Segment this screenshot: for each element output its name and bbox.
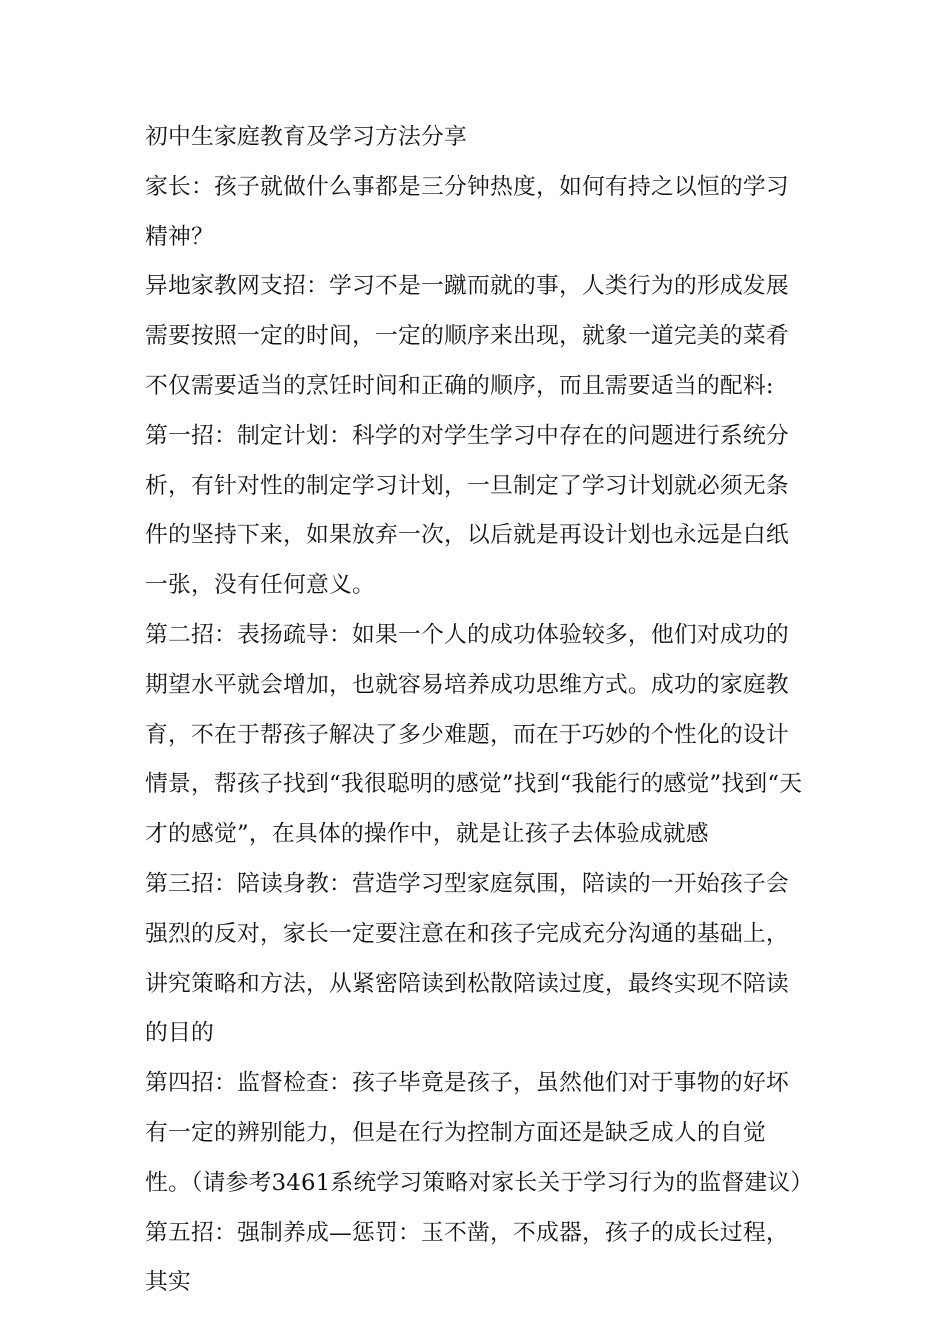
paragraph-tip-4: 第四招：监督检查：孩子毕竟是孩子，虽然他们对于事物的好坏有一定的辨别能力，但是在行为控制方面还是缺乏成人的自觉性。（请参考3461系统学习策略对家长关于学习行为的监督建议）	[145, 1070, 814, 1196]
paragraph-tip-2: 第二招：表扬疏导：如果一个人的成功体验较多，他们对成功的期望水平就会增加，也就容易培养成功思维方式。成功的家庭教育，不在于帮孩子解决了多少难题，而在于巧妙的个性化的设计情景，帮孩子找到“我很聪明的感觉”找到“我能行的感觉”找到“天才的感觉”，在具体的操作中，就是让孩子去体验成就感	[145, 621, 803, 848]
document-title: 初中生家庭教育及学习方法分享	[145, 124, 467, 150]
paragraph-tip-3: 第三招：陪读身教：营造学习型家庭氛围，陪读的一开始孩子会强烈的反对，家长一定要注意在和孩子完成充分沟通的基础上，讲究策略和方法，从紧密陪读到松散陪读过度，最终实现不陪读的目的	[145, 870, 789, 1047]
paragraph-tip-1: 第一招：制定计划：科学的对学生学习中存在的问题进行系统分析，有针对性的制定学习计划，一旦制定了学习计划就必须无条件的坚持下来，如果放弃一次，以后就是再设计划也永远是白纸一张，没有任何意义。	[145, 422, 789, 599]
paragraph-parent-question: 家长：孩子就做什么事都是三分钟热度，如何有持之以恒的学习精神？	[145, 173, 789, 250]
paragraph-tutor-intro: 异地家教网支招：学习不是一蹴而就的事，人类行为的形成发展需要按照一定的时间，一定的顺序来出现，就象一道完美的菜肴不仅需要适当的烹饪时间和正确的顺序，而且需要适当的配料:	[145, 273, 789, 399]
paragraph-tip-5: 第五招：强制养成—惩罚：玉不凿，不成器，孩子的成长过程，其实	[145, 1219, 789, 1296]
document-body	[145, 113, 814, 1308]
